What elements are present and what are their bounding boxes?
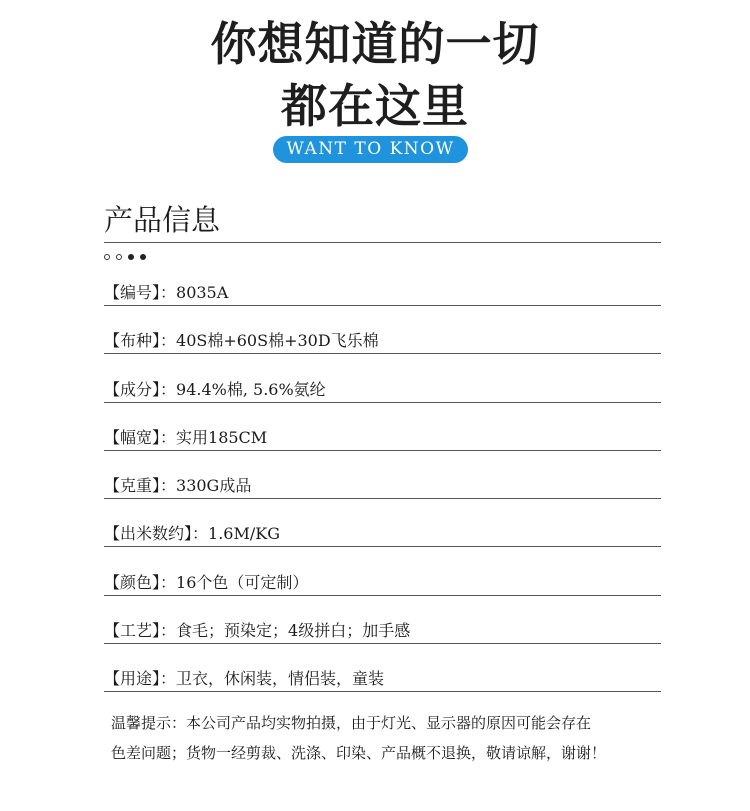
spec-row-weight (104, 450, 661, 499)
hero-heading-line-1: 你想知道的一切 (210, 17, 540, 71)
spec-text: 【用途】：卫衣，休闲装，情侣装，童装 (104, 669, 385, 688)
spec-row-color (104, 547, 661, 596)
hero-heading-line-2: 都在这里 (281, 79, 469, 133)
spec-text: 【成分】：94.4%棉, 5.6%氨纶 (104, 380, 326, 399)
want-to-know-badge: WANT TO KNOW (273, 136, 468, 163)
section-divider (104, 242, 661, 243)
spec-row-composition (104, 354, 661, 403)
spec-row-code (104, 257, 661, 306)
spec-row-width (104, 402, 661, 451)
row-divider (104, 691, 661, 692)
spec-row-process (104, 595, 661, 644)
notice-line-1: 温馨提示：本公司产品均实物拍摄，由于灯光、显示器的原因可能会存在 (111, 714, 592, 732)
spec-text: 【工艺】：食毛；预染定；4级拼白；加手感 (104, 621, 411, 640)
spec-row-fabric (104, 305, 661, 354)
spec-row-yield (104, 498, 661, 547)
spec-row-usage (104, 643, 661, 692)
notice-line-2: 色差问题；货物一经剪裁、洗涤、印染、产品概不退换，敬请谅解，谢谢！ (111, 744, 607, 762)
spec-text: 【克重】：330G成品 (104, 476, 252, 495)
section-title: 产品信息 (104, 203, 221, 237)
spec-text: 【布种】：40S棉+60S棉+30D飞乐棉 (104, 331, 379, 350)
spec-text: 【幅宽】：实用185CM (104, 428, 268, 447)
spec-text: 【编号】：8035A (104, 283, 229, 302)
spec-text: 【颜色】：16个色（可定制） (104, 573, 309, 592)
spec-text: 【出米数约】：1.6M/KG (104, 524, 280, 543)
